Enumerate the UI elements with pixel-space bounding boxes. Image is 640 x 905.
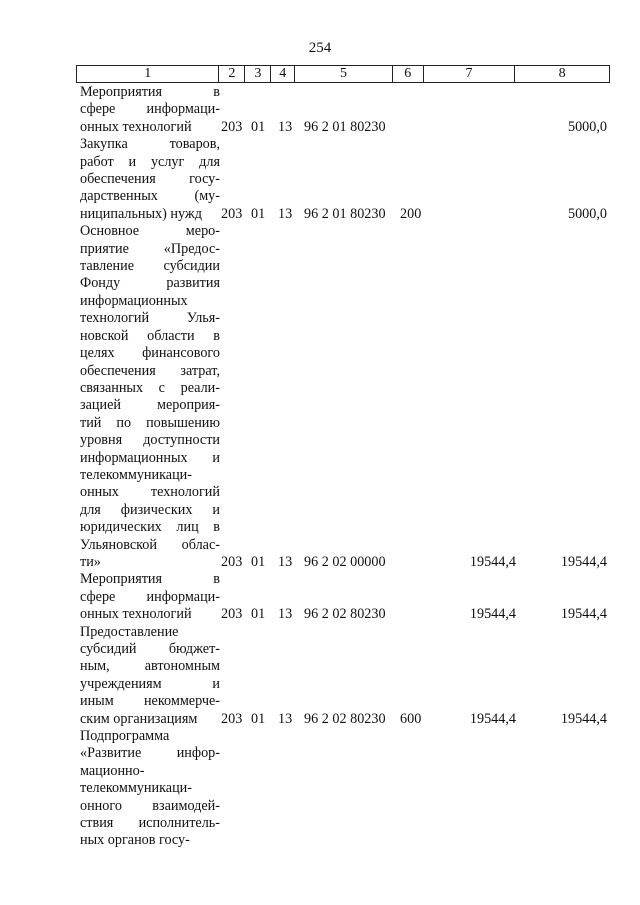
header-col-4: 4 bbox=[271, 66, 295, 82]
row-name-line: Предоставление bbox=[80, 623, 179, 640]
row-col-8: 19544,4 bbox=[560, 710, 607, 727]
row-name-line: ским организациям bbox=[80, 710, 198, 727]
row-col-4: 13 bbox=[278, 710, 293, 727]
row-name-line: ным, автономным bbox=[80, 658, 220, 675]
row-name-line: связанных с реали- bbox=[80, 379, 220, 396]
table-row bbox=[80, 571, 610, 623]
row-col-7: 19544,4 bbox=[469, 606, 516, 623]
header-col-8: 8 bbox=[558, 66, 566, 81]
row-name-line: онных технологий bbox=[80, 606, 192, 623]
row-name-line: Подпрограмма bbox=[80, 728, 170, 745]
row-name-line: ти» bbox=[80, 553, 101, 570]
row-name-line: Фонду развития bbox=[80, 275, 220, 292]
row-name-line: онного взаимодей- bbox=[80, 797, 220, 814]
row-name-line: сфере информаци- bbox=[80, 588, 220, 605]
row-name-line: тий по повышению bbox=[80, 414, 220, 431]
row-name bbox=[80, 571, 220, 623]
row-name-line: обеспечения госу- bbox=[80, 171, 220, 188]
row-name-line: Основное меро- bbox=[80, 223, 220, 240]
row-name-line: онных технологий bbox=[80, 484, 220, 501]
row-col-5: 96 2 01 80230 bbox=[304, 205, 386, 222]
row-col-2: 203 bbox=[221, 205, 243, 222]
table-row bbox=[80, 84, 610, 136]
row-name-line: новской области в bbox=[80, 327, 220, 344]
row-name-line: целях финансового bbox=[80, 345, 220, 362]
header-col-5: 5 bbox=[295, 66, 393, 82]
row-name-line: для физических и bbox=[80, 501, 220, 518]
row-col-3: 01 bbox=[251, 118, 266, 135]
row-name-line: Закупка товаров, bbox=[80, 136, 220, 153]
row-name-line: «Развитие инфор- bbox=[80, 745, 220, 762]
row-name-line: технологий Улья- bbox=[80, 310, 220, 327]
row-name-line: ных органов госу- bbox=[80, 832, 190, 849]
row-name-line: обеспечения затрат, bbox=[80, 362, 220, 379]
row-col-3: 01 bbox=[251, 205, 266, 222]
header-col-2: 2 bbox=[219, 66, 245, 82]
row-col-4: 13 bbox=[278, 205, 293, 222]
row-name-line: иным некоммерче- bbox=[80, 693, 220, 710]
header-col-3: 3 bbox=[245, 66, 271, 82]
row-col-8: 5000,0 bbox=[567, 118, 607, 135]
row-col-7: 19544,4 bbox=[469, 710, 516, 727]
row-col-6: 200 bbox=[400, 205, 422, 222]
row-name-line: Мероприятия в bbox=[80, 571, 220, 588]
row-col-8: 19544,4 bbox=[560, 553, 607, 570]
row-col-2: 203 bbox=[221, 118, 243, 135]
row-name-line: Мероприятия в bbox=[80, 84, 220, 100]
row-name bbox=[80, 728, 220, 850]
page-number: 254 bbox=[308, 40, 332, 56]
row-col-8: 5000,0 bbox=[567, 205, 607, 222]
row-name-line: онных технологий bbox=[80, 118, 192, 135]
row-name-line: субсидий бюджет- bbox=[80, 641, 220, 657]
row-col-3: 01 bbox=[251, 553, 266, 570]
row-name-line: информационных bbox=[80, 292, 188, 309]
table-header bbox=[76, 65, 610, 83]
row-name-line: ствия исполнитель- bbox=[80, 815, 220, 832]
row-col-7: 19544,4 bbox=[469, 553, 516, 570]
table-row bbox=[80, 728, 610, 850]
row-col-5: 96 2 01 80230 bbox=[304, 118, 386, 135]
row-name-line: тавление субсидии bbox=[80, 258, 220, 275]
row-name-line: ниципальных) нужд bbox=[80, 205, 202, 222]
row-name-line: юридических лиц в bbox=[80, 519, 220, 536]
header-col-6: 6 bbox=[393, 66, 424, 82]
row-name-line: уровня доступности bbox=[80, 432, 220, 449]
row-name bbox=[80, 84, 220, 136]
header-col-7: 7 bbox=[424, 66, 516, 82]
header-col-1: 1 bbox=[77, 66, 219, 82]
row-col-6: 600 bbox=[400, 710, 422, 727]
row-name-line: приятие «Предос- bbox=[80, 240, 220, 257]
row-col-5: 96 2 02 80230 bbox=[304, 606, 386, 623]
row-col-2: 203 bbox=[221, 553, 243, 570]
row-col-8: 19544,4 bbox=[560, 606, 607, 623]
row-name-line: информационных и bbox=[80, 449, 220, 466]
row-col-5: 96 2 02 00000 bbox=[304, 553, 386, 570]
row-name bbox=[80, 223, 220, 571]
table-row bbox=[80, 136, 610, 223]
row-name-line: телекоммуникаци- bbox=[80, 466, 192, 483]
row-col-5: 96 2 02 80230 bbox=[304, 710, 386, 727]
row-name bbox=[80, 136, 220, 223]
table-body bbox=[80, 84, 610, 850]
row-col-3: 01 bbox=[251, 710, 266, 727]
row-name-line: Ульяновской облас- bbox=[80, 536, 220, 553]
row-name-line: телекоммуникаци- bbox=[80, 780, 192, 797]
row-name-line: работ и услуг для bbox=[80, 153, 220, 170]
row-col-4: 13 bbox=[278, 606, 293, 623]
table-row bbox=[80, 624, 610, 728]
row-name-line: мационно- bbox=[80, 762, 145, 779]
row-name-line: сфере информаци- bbox=[80, 101, 220, 118]
table-row bbox=[80, 223, 610, 571]
row-col-2: 203 bbox=[221, 710, 243, 727]
row-name bbox=[80, 624, 220, 728]
row-col-2: 203 bbox=[221, 606, 243, 623]
row-col-4: 13 bbox=[278, 553, 293, 570]
row-name-line: зацией мероприя- bbox=[80, 397, 220, 414]
row-name-line: учреждениям и bbox=[80, 675, 220, 692]
row-name-line: дарственных (му- bbox=[80, 188, 220, 205]
row-col-4: 13 bbox=[278, 118, 293, 135]
row-col-3: 01 bbox=[251, 606, 266, 623]
